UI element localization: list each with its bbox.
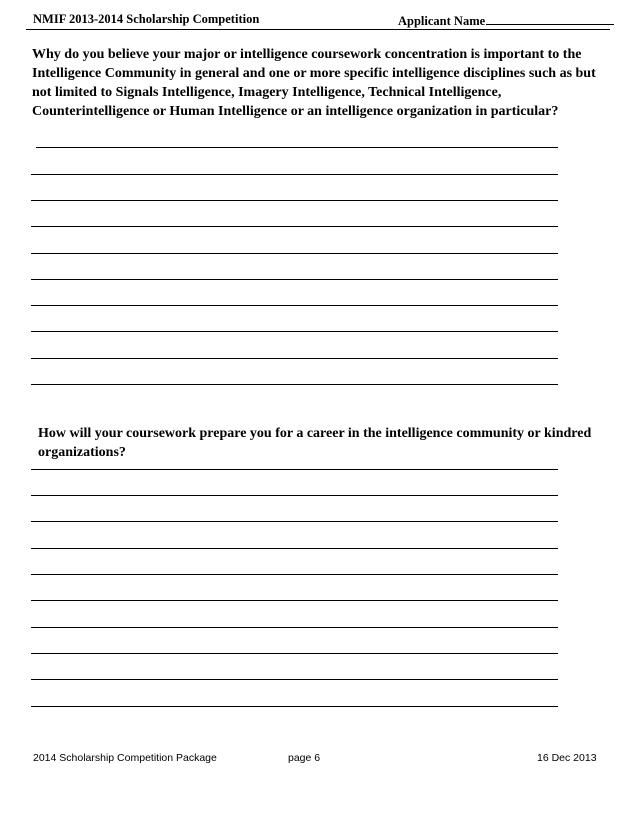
- answer-line[interactable]: [31, 495, 558, 496]
- answer-line[interactable]: [31, 331, 558, 332]
- page-header: [0, 10, 638, 30]
- competition-title: NMIF 2013-2014 Scholarship Competition: [33, 12, 260, 26]
- answer-line[interactable]: [31, 305, 558, 306]
- answer-line[interactable]: [31, 253, 558, 254]
- answer-line[interactable]: [31, 279, 558, 280]
- footer-page-number: page 6: [288, 752, 321, 764]
- answer-line[interactable]: [31, 600, 558, 601]
- applicant-name-field[interactable]: [398, 12, 614, 29]
- answer-line[interactable]: [31, 548, 558, 549]
- question-2: How will your coursework prepare you for a career in the intelligence community or kindred organizations?: [38, 426, 592, 460]
- answer-line[interactable]: [31, 469, 558, 470]
- answer-line[interactable]: [31, 384, 558, 385]
- answer-line[interactable]: [31, 679, 558, 680]
- answer-line[interactable]: [31, 226, 558, 227]
- applicant-name-blank[interactable]: [486, 12, 614, 25]
- answer-line[interactable]: [31, 200, 558, 201]
- answer-line[interactable]: [31, 574, 558, 575]
- answer-line[interactable]: [31, 521, 558, 522]
- footer-date: 16 Dec 2013: [537, 752, 597, 764]
- page-footer: [0, 752, 638, 770]
- answer-line[interactable]: [31, 358, 558, 359]
- answer-line[interactable]: [31, 706, 558, 707]
- answer-line[interactable]: [31, 653, 558, 654]
- answer-line[interactable]: [36, 147, 558, 148]
- answer-line[interactable]: [31, 174, 558, 175]
- applicant-name-label: Applicant Name: [398, 14, 486, 28]
- footer-package-title: 2014 Scholarship Competition Package: [33, 752, 217, 764]
- answer-line[interactable]: [31, 627, 558, 628]
- header-divider: [26, 29, 610, 30]
- question-1: Why do you believe your major or intelligence coursework concentration is important to the Intelligence Community in general and one or more specific intelligence disciplines such as but not limited to Signals Intelligence, Imagery Intelligence, Technical Intelligence, Counterintelligence or Human Intelligence or an intelligence organization in particular?: [32, 47, 596, 119]
